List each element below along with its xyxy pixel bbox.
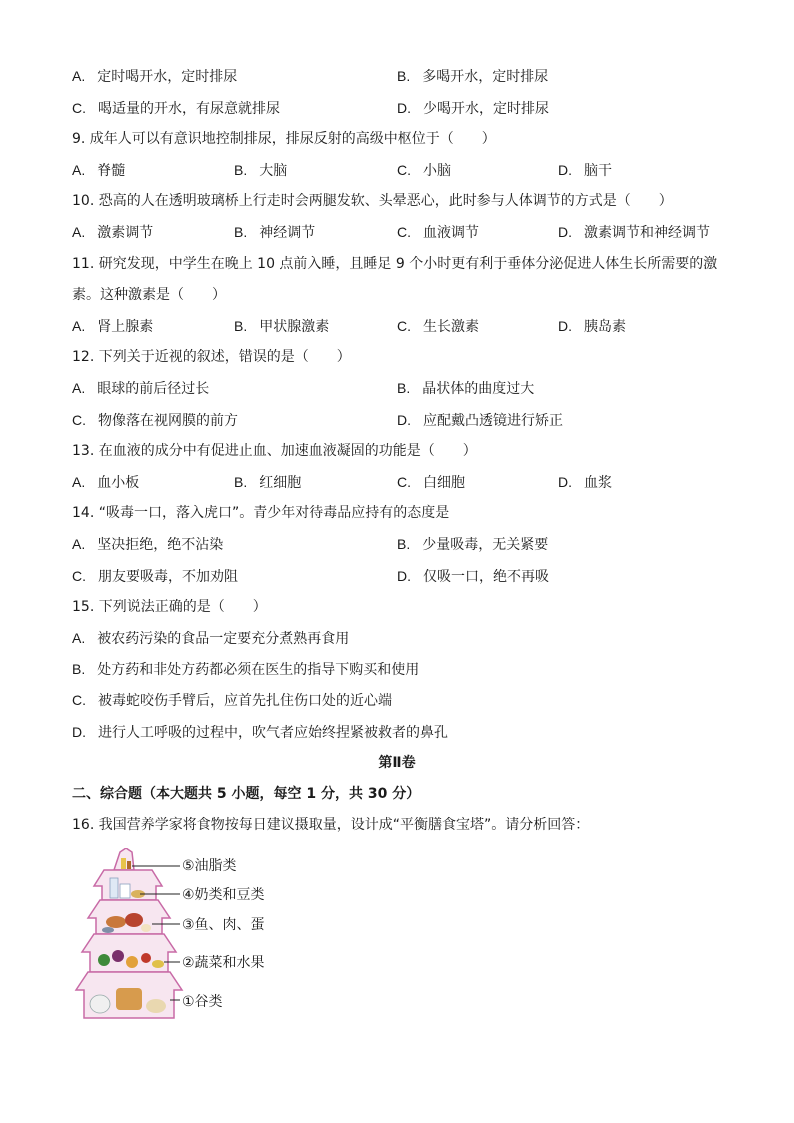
q14-option-a: A. 坚决拒绝，绝不沾染 (72, 536, 224, 553)
q13-option-d: D. 血浆 (558, 474, 612, 491)
q16-stem: 16. 我国营养学家将食物按每日建议摄取量，设计成“平衡膳食宝塔”。请分析回答： (72, 817, 590, 833)
q15-option-c: C. 被毒蛇咬伤手臂后，应首先扎住伤口处的近心端 (72, 692, 392, 709)
q8-option-a: A. 定时喝开水，定时排尿 (72, 68, 238, 85)
q8-option-c: C. 喝适量的开水，有尿意就排尿 (72, 100, 280, 117)
q11-option-c: C. 生长激素 (397, 318, 479, 335)
q10-option-c: C. 血液调节 (397, 224, 479, 241)
q12-stem: 12. 下列关于近视的叙述，错误的是（ ） (72, 349, 351, 365)
q10-stem: 10. 恐高的人在透明玻璃桥上行走时会两腿发软、头晕恶心，此时参与人体调节的方式是（ ） (72, 193, 673, 209)
q9-option-b: B. 大脑 (234, 162, 288, 179)
pyramid-label-dairy-beans: ④奶类和豆类 (182, 887, 265, 903)
q10-option-a: A. 激素调节 (72, 224, 154, 241)
volume-title: 第Ⅱ卷 (378, 755, 416, 771)
food-pyramid-figure (74, 848, 184, 1024)
q11-option-b: B. 甲状腺激素 (234, 318, 330, 335)
q10-option-d: D. 激素调节和神经调节 (558, 224, 710, 241)
q11-option-d: D. 胰岛素 (558, 318, 626, 335)
q13-option-b: B. 红细胞 (234, 474, 302, 491)
q14-option-d: D. 仅吸一口，绝不再吸 (397, 568, 549, 585)
pyramid-label-veg-fruit: ②蔬菜和水果 (182, 955, 265, 971)
q13-stem: 13. 在血液的成分中有促进止血、加速血液凝固的功能是（ ） (72, 443, 477, 459)
q15-option-b: B. 处方药和非处方药都必须在医生的指导下购买和使用 (72, 661, 420, 678)
q11-stem-line1: 11. 研究发现，中学生在晚上 10 点前入睡，且睡足 9 个小时更有利于垂体分泌促进人体生长所需要的激 (72, 256, 718, 272)
q13-option-a: A. 血小板 (72, 474, 140, 491)
q12-option-d: D. 应配戴凸透镜进行矫正 (397, 412, 563, 429)
q15-stem: 15. 下列说法正确的是（ ） (72, 599, 267, 615)
q14-option-b: B. 少量吸毒，无关紧要 (397, 536, 549, 553)
pyramid-label-fish-meat-egg: ③鱼、肉、蛋 (182, 917, 265, 933)
q15-option-a: A. 被农药污染的食品一定要充分煮熟再食用 (72, 630, 350, 647)
q14-option-c: C. 朋友要吸毒，不加劝阻 (72, 568, 238, 585)
q13-option-c: C. 白细胞 (397, 474, 465, 491)
pyramid-label-grains: ①谷类 (182, 994, 223, 1010)
q12-option-b: B. 晶状体的曲度过大 (397, 380, 535, 397)
q8-option-b: B. 多喝开水，定时排尿 (397, 68, 549, 85)
q12-option-a: A. 眼球的前后径过长 (72, 380, 210, 397)
q11-option-a: A. 肾上腺素 (72, 318, 154, 335)
q9-option-d: D. 脑干 (558, 162, 612, 179)
q9-stem: 9. 成年人可以有意识地控制排尿，排尿反射的高级中枢位于（ ） (72, 131, 496, 147)
q14-stem: 14. “吸毒一口，落入虎口”。青少年对待毒品应持有的态度是 (72, 505, 450, 521)
q9-option-a: A. 脊髓 (72, 162, 126, 179)
q10-option-b: B. 神经调节 (234, 224, 316, 241)
q12-option-c: C. 物像落在视网膜的前方 (72, 412, 238, 429)
q11-stem-line2: 素。这种激素是（ ） (72, 287, 226, 303)
q8-option-d: D. 少喝开水，定时排尿 (397, 100, 549, 117)
q9-option-c: C. 小脑 (397, 162, 451, 179)
section-title: 二、综合题（本大题共 5 小题，每空 1 分，共 30 分） (72, 786, 421, 802)
pyramid-label-oils: ⑤油脂类 (182, 858, 237, 874)
q15-option-d: D. 进行人工呼吸的过程中，吹气者应始终捏紧被救者的鼻孔 (72, 724, 448, 741)
